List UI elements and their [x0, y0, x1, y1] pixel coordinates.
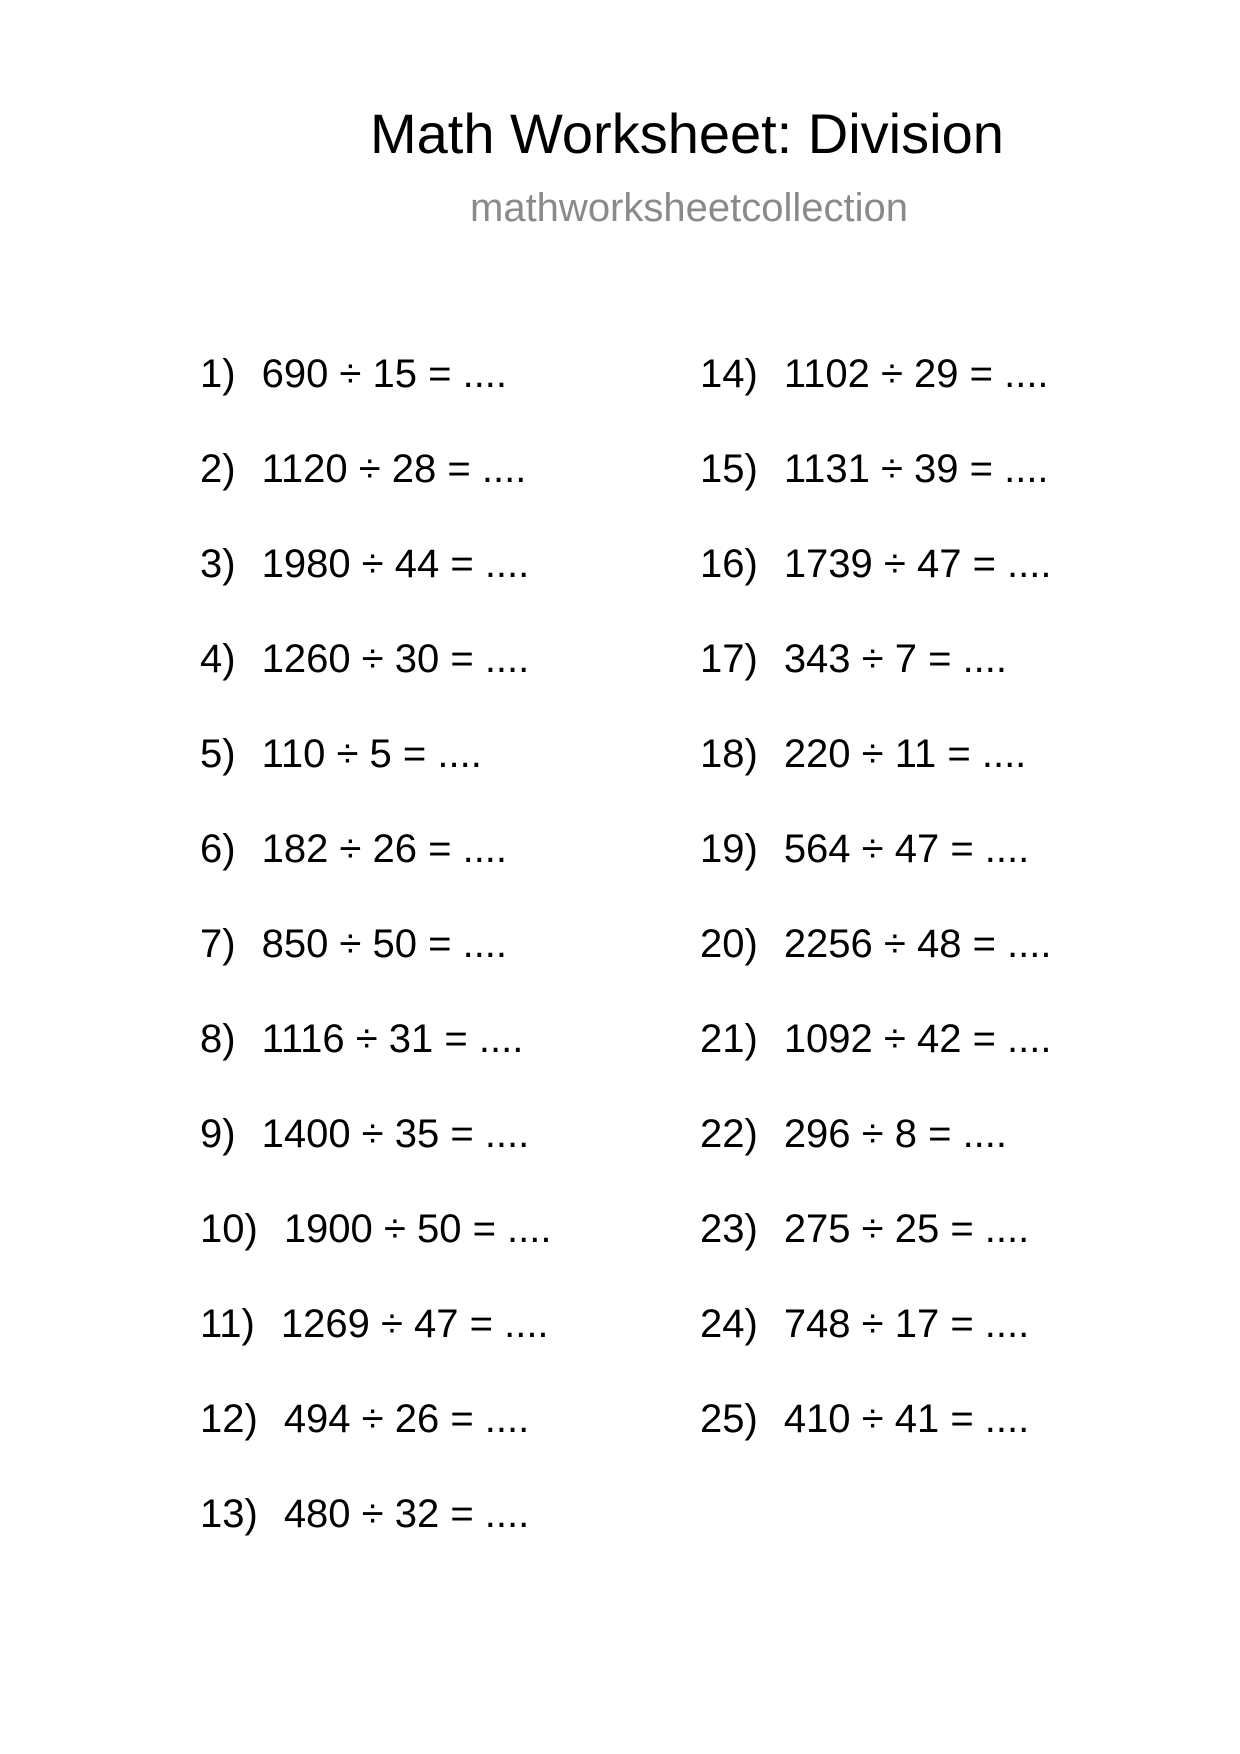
problem-number: 8): [200, 1017, 236, 1061]
problem-number: 25): [700, 1397, 758, 1441]
problem-number: 3): [200, 542, 236, 586]
problem-item: [200, 540, 552, 635]
problem-number: 1): [200, 352, 236, 396]
problem-item: [200, 1110, 552, 1205]
problem-number: 18): [700, 732, 758, 776]
problem-expression: 1269 ÷ 47 = ....: [280, 1302, 549, 1346]
problem-number: 5): [200, 732, 236, 776]
problem-expression: 1120 ÷ 28 = ....: [261, 447, 527, 491]
problem-number: 16): [700, 542, 758, 586]
problem-expression: 1116 ÷ 31 = ....: [261, 1017, 524, 1061]
problem-expression: 1400 ÷ 35 = ....: [261, 1112, 530, 1156]
problem-number: 17): [700, 637, 758, 681]
problem-item: [700, 540, 1052, 635]
problem-number: 11): [200, 1302, 255, 1346]
problem-item: [700, 1110, 1052, 1205]
problem-number: 7): [200, 922, 236, 966]
problem-item: [700, 730, 1052, 825]
problem-expression: 690 ÷ 15 = ....: [261, 352, 508, 396]
problem-item: [200, 730, 552, 825]
worksheet-subtitle: mathworksheetcollection: [470, 186, 908, 230]
problem-number: 4): [200, 637, 236, 681]
problem-expression: 110 ÷ 5 = ....: [261, 732, 482, 776]
problem-number: 12): [200, 1397, 258, 1441]
problem-expression: 564 ÷ 47 = ....: [783, 827, 1030, 871]
problem-item: [700, 920, 1052, 1015]
problem-expression: 343 ÷ 7 = ....: [783, 637, 1008, 681]
problem-expression: 275 ÷ 25 = ....: [783, 1207, 1030, 1251]
worksheet-title: Math Worksheet: Division: [370, 102, 1004, 165]
problem-item: [200, 1015, 552, 1110]
problem-number: 15): [700, 447, 758, 491]
problem-number: 13): [200, 1492, 258, 1536]
problem-expression: 296 ÷ 8 = ....: [783, 1112, 1008, 1156]
problem-item: [200, 1490, 552, 1585]
problem-item: [700, 350, 1052, 445]
problem-item: [700, 825, 1052, 920]
problem-item: [200, 1300, 552, 1395]
problem-item: [200, 1205, 552, 1300]
problem-expression: 850 ÷ 50 = ....: [261, 922, 508, 966]
problem-expression: 1102 ÷ 29 = ....: [783, 352, 1049, 396]
problem-expression: 220 ÷ 11 = ....: [783, 732, 1027, 776]
problem-expression: 1260 ÷ 30 = ....: [261, 637, 530, 681]
problem-expression: 748 ÷ 17 = ....: [783, 1302, 1030, 1346]
problem-number: 24): [700, 1302, 758, 1346]
problem-number: 22): [700, 1112, 758, 1156]
problem-expression: 1739 ÷ 47 = ....: [783, 542, 1052, 586]
problem-expression: 1980 ÷ 44 = ....: [261, 542, 530, 586]
problems-left-column: [200, 350, 552, 1585]
problem-item: [700, 635, 1052, 730]
problem-item: [700, 445, 1052, 540]
problem-item: [200, 825, 552, 920]
problem-expression: 2256 ÷ 48 = ....: [783, 922, 1052, 966]
problem-number: 19): [700, 827, 758, 871]
problem-number: 6): [200, 827, 236, 871]
problem-number: 9): [200, 1112, 236, 1156]
problem-expression: 182 ÷ 26 = ....: [261, 827, 508, 871]
problem-number: 10): [200, 1207, 258, 1251]
problem-number: 23): [700, 1207, 758, 1251]
problem-item: [200, 1395, 552, 1490]
problem-item: [200, 635, 552, 730]
problem-number: 2): [200, 447, 236, 491]
problem-expression: 480 ÷ 32 = ....: [283, 1492, 530, 1536]
problem-item: [200, 350, 552, 445]
problem-number: 20): [700, 922, 758, 966]
problem-item: [700, 1205, 1052, 1300]
problem-expression: 494 ÷ 26 = ....: [283, 1397, 530, 1441]
problem-number: 14): [700, 352, 758, 396]
problems-right-column: [700, 350, 1052, 1490]
problem-number: 21): [700, 1017, 758, 1061]
problem-expression: 410 ÷ 41 = ....: [783, 1397, 1030, 1441]
problem-item: [700, 1395, 1052, 1490]
problem-expression: 1900 ÷ 50 = ....: [283, 1207, 552, 1251]
problem-item: [700, 1015, 1052, 1110]
problem-item: [700, 1300, 1052, 1395]
problem-expression: 1131 ÷ 39 = ....: [783, 447, 1049, 491]
problem-expression: 1092 ÷ 42 = ....: [783, 1017, 1052, 1061]
problem-item: [200, 920, 552, 1015]
problem-item: [200, 445, 552, 540]
